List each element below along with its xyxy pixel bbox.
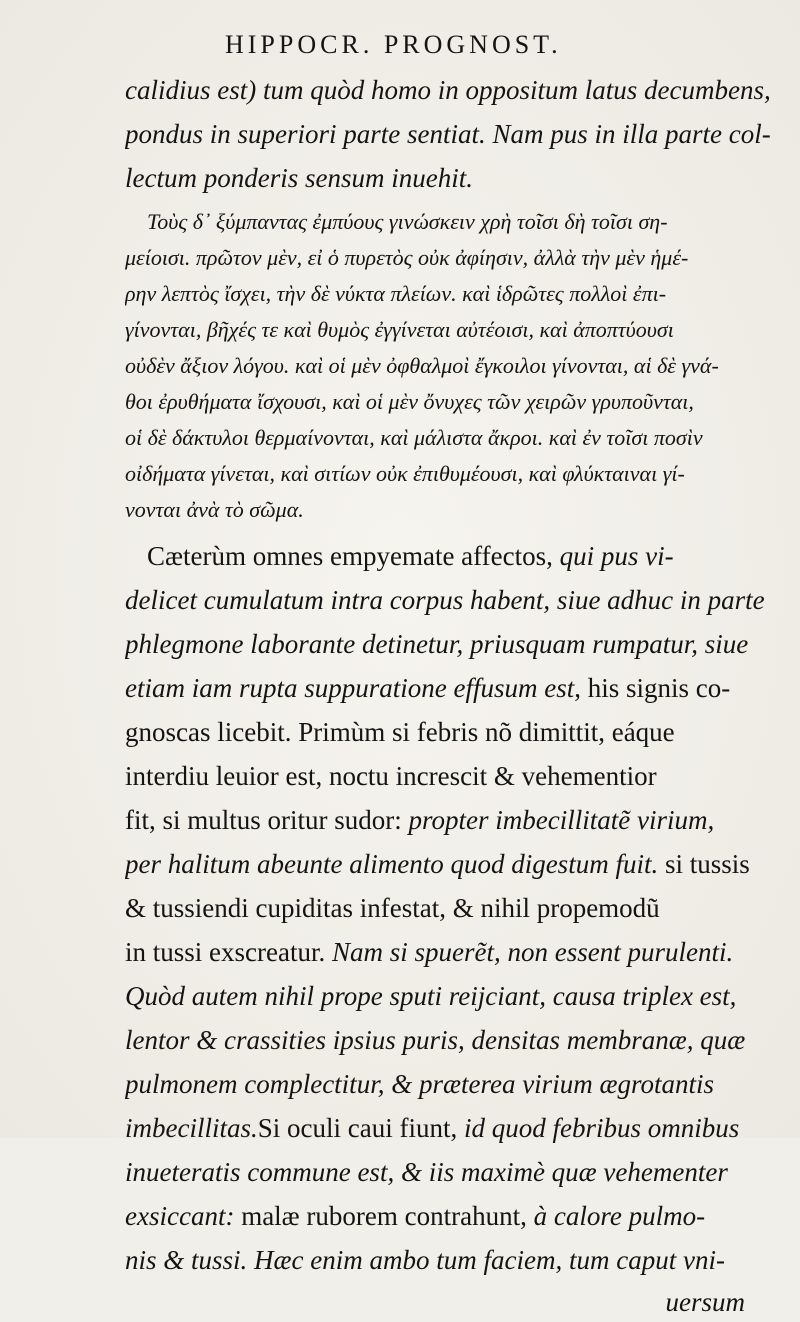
greek-line: θοι ἐρυθήματα ἴσχουσι, καὶ οἱ μὲν ὄνυχες τῶν χειρῶν γρυποῦνται,: [125, 389, 694, 414]
text-line: lentor & crassities ipsius puris, densitas membranæ, quæ: [125, 1025, 746, 1055]
text-line: Cæterùm omnes empyemate affectos, qui pus vi-: [147, 541, 674, 571]
text-line: phlegmone laborante detinetur, priusquam rumpatur, siue: [125, 629, 749, 659]
text-line: interdiu leuior est, noctu increscit & vehementior: [125, 761, 657, 791]
greek-line: γίνονται, βῆχές τε καὶ θυμὸς ἐγγίνεται αὐτέοισι, καὶ ἀποπτύουσι: [125, 317, 674, 342]
text-line: nis & tussi. Hæc enim ambo tum faciem, tum caput vni-: [125, 1245, 725, 1275]
text-line: delicet cumulatum intra corpus habent, siue adhuc in parte: [125, 585, 765, 615]
text-line: in tussi exscreatur. Nam si spuerẽt, non essent purulenti.: [125, 937, 734, 967]
text-line: fit, si multus oritur sudor: propter imbecillitatẽ virium,: [125, 805, 715, 835]
greek-line: οἱ δὲ δάκτυλοι θερμαίνονται, καὶ μάλιστα ἄκροι. καὶ ἐν τοῖσι ποσὶν: [125, 425, 703, 450]
greek-line: οἰδήματα γίνεται, καὶ σιτίων οὐκ ἐπιθυμέουσι, καὶ φλύκταιναι γί-: [125, 461, 685, 486]
text-line: imbecillitas.Si oculi caui fiunt, id quod febribus omnibus: [125, 1113, 740, 1143]
page-body: [125, 68, 775, 1322]
text-line: gnoscas licebit. Primùm si febris nõ dimittit, eáque: [125, 717, 675, 747]
text-line: & tussiendi cupiditas infestat, & nihil propemodũ: [125, 893, 660, 923]
greek-line: ρην λεπτὸς ἴσχει, τὴν δὲ νύκτα πλείων. καὶ ἱδρῶτες πολλοὶ ἐπι-: [125, 281, 667, 306]
greek-line: Τοὺς δ᾽ ξύμπαντας ἐμπύους γινώσκειν χρὴ τοῖσι δὴ τοῖσι ση-: [147, 209, 668, 234]
text-line: pondus in superiori parte sentiat. Nam pus in illa parte col-: [125, 119, 771, 149]
running-header: HIPPOCR. PROGNOST.: [225, 30, 562, 59]
text-line: lectum ponderis sensum inuehit.: [125, 163, 473, 193]
catchword: uersum: [665, 1287, 745, 1317]
text-line: etiam iam rupta suppuratione effusum est, his signis co-: [125, 673, 731, 703]
text-line: Quòd autem nihil prope sputi reijciant, causa triplex est,: [125, 981, 737, 1011]
greek-line: μείοισι. πρῶτον μὲν, εἰ ὁ πυρετὸς οὐκ ἀφίησιν, ἀλλὰ τὴν μὲν ἡμέ-: [125, 245, 689, 270]
latin-commentary: [125, 534, 775, 1322]
text-line: inueteratis commune est, & iis maximè quæ vehementer: [125, 1157, 728, 1187]
text-line: exsiccant: malæ ruborem contrahunt, à calore pulmo-: [125, 1201, 706, 1231]
text-line: per halitum abeunte alimento quod digestum fuit. si tussis: [125, 849, 750, 879]
text-line: pulmonem complectitur, & præterea virium ægrotantis: [125, 1069, 714, 1099]
text-line: calidius est) tum quòd homo in oppositum latus decumbens,: [125, 75, 771, 105]
greek-line: νονται ἀνὰ τὸ σῶμα.: [125, 497, 304, 522]
greek-line: οὐδὲν ἄξιον λόγου. καὶ οἱ μὲν ὀφθαλμοὶ ἔγκοιλοι γίνονται, αἱ δὲ γνά-: [125, 353, 719, 378]
greek-passage: [125, 204, 775, 528]
